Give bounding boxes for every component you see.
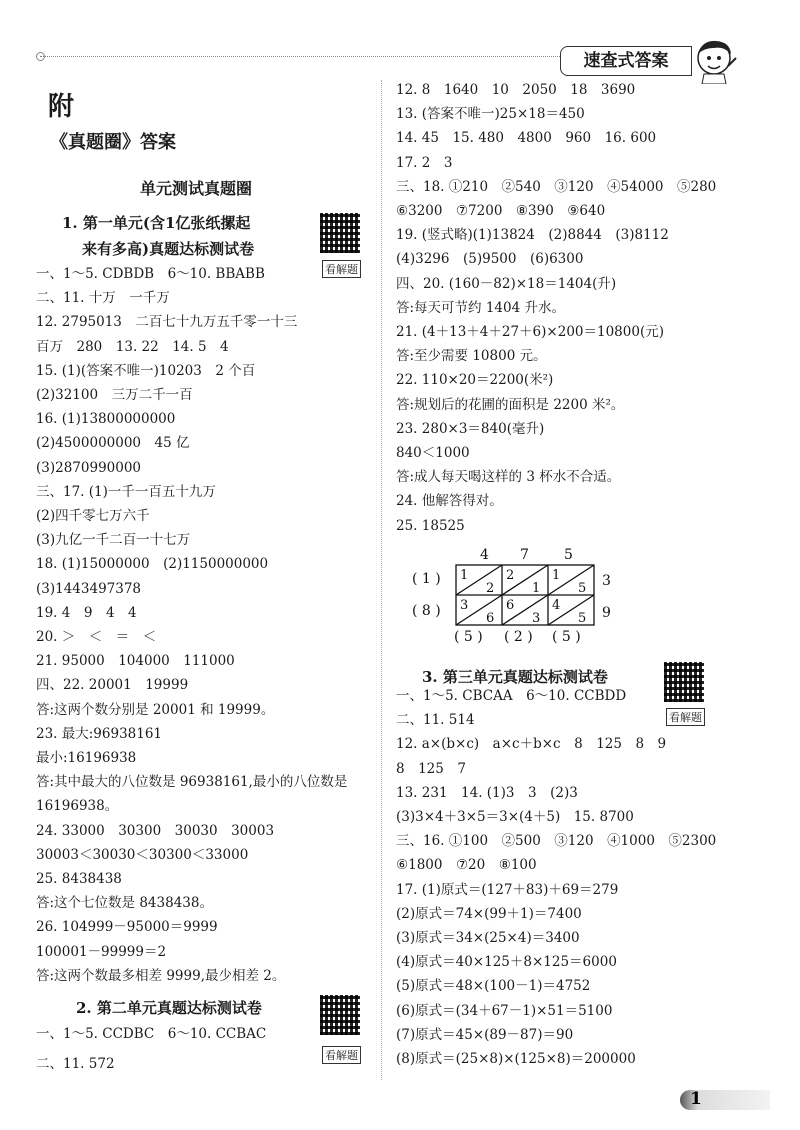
answer-line: 答:这个七位数是 8438438。 [36,895,213,912]
page-number-tab [680,1090,770,1110]
qr-label: 看解题 [666,708,705,726]
grid-cell: 3 [532,611,541,626]
answer-line: 30003＜30030＜30300＜33000 [36,846,249,863]
answer-line: 16196938。 [36,798,119,815]
grid-cell: 1 [532,581,541,596]
qr-code-icon[interactable] [320,213,360,253]
answer-line: 26. 104999－95000＝9999 [36,919,218,936]
answer-line: 22. 110×20＝2200(米²) [396,372,554,389]
qr-label: 看解题 [322,260,361,278]
answer-line: (3)1443497378 [36,580,142,597]
answer-line: 百万 280 13. 22 14. 5 4 [36,338,229,355]
unit2-line: 二、11. 572 [36,1056,115,1072]
answer-line: 13. 231 14. (1)3 3 (2)3 [396,784,578,801]
column-divider [381,80,382,1080]
answer-line: 四、20. (160－82)×18＝1404(升) [396,275,617,292]
answer-line: 一、1～5. CBCAA 6～10. CCBDD [396,688,627,704]
grid-cell: 3 [460,598,469,613]
answer-line: (2)32100 三万二千一百 [36,387,193,403]
answer-line: 一、1～5. CDBDB 6～10. BBABB [36,266,265,282]
page-number: 1 [690,1089,702,1109]
grid-cell: 5 [578,581,587,596]
grid-left-digit: ( 8 ) [412,603,441,619]
answer-line: 17. (1)原式＝(127＋83)＋69＝279 [396,881,619,898]
answer-line: 13. (答案不唯一)25×18＝450 [396,106,585,123]
answer-line: 答:规划后的花圃的面积是 2200 米²。 [396,396,625,413]
grid-bottom-digit: ( 5 ) [552,629,581,645]
answer-line: 12. a×(b×c) a×c＋b×c 8 125 8 9 [396,736,667,753]
appendix-title: 附 [48,92,75,122]
answer-line: (4)原式＝40×125＋8×125＝6000 [396,954,617,971]
grid-right-digit: 3 [602,573,611,589]
answer-line: (2)4500000000 45 亿 [36,435,190,452]
answer-line: 四、22. 20001 19999 [36,677,189,694]
answer-line: 19. 4 9 4 4 [36,604,137,621]
answers-subtitle: 《真题圈》答案 [50,132,176,153]
answer-line: (3)2870990000 [36,459,142,476]
answer-line: (3)九亿一千二百一十七万 [36,532,191,549]
answer-line: 答:成人每天喝这样的 3 杯水不合适。 [396,469,621,486]
grid-right-digit: 9 [602,605,611,621]
answer-line: 三、17. (1)一千一百五十九万 [36,483,216,500]
grid-left-digit: ( 1 ) [412,571,441,587]
grid-cell: 2 [506,568,515,583]
grid-bottom-digit: ( 5 ) [454,629,483,645]
answer-line: 16. (1)13800000000 [36,411,176,428]
answer-line: 21. (4＋13＋4＋27＋6)×200＝10800(元) [396,324,664,340]
answer-line: 14. 45 15. 480 4800 960 16. 600 [396,130,657,147]
answer-line: 答:这两个数最多相差 9999,最少相差 2。 [36,967,286,984]
grid-top-digit: 7 [520,547,529,563]
answer-line: 12. 8 1640 10 2050 18 3690 [396,82,636,98]
answer-line: 100001－99999＝2 [36,943,167,960]
multiplication-grid [412,545,622,655]
grid-top-digit: 5 [564,547,573,563]
answer-line: 三、16. ①100 ②500 ③120 ④1000 ⑤2300 [396,833,717,850]
answer-line: ⑥3200 ⑦7200 ⑧390 ⑨640 [396,203,606,219]
grid-cell: 1 [460,568,469,583]
header-rule [40,56,560,57]
answer-line: 17. 2 3 [396,154,453,171]
answer-line: (7)原式＝45×(89－87)＝90 [396,1026,574,1043]
answer-line: 25. 8438438 [36,871,122,887]
unit3-title: 3. 第三单元真题达标测试卷 [422,668,608,686]
answer-line: 8 125 7 [396,760,466,777]
grid-top-digit: 4 [480,547,489,563]
answer-line: 24. 33000 30300 30030 30003 [36,822,275,839]
grid-cell: 1 [552,568,561,583]
grid-bottom-digit: ( 2 ) [504,629,533,645]
answer-line: 18. (1)15000000 (2)1150000000 [36,556,269,573]
answer-line: (2)原式＝74×(99＋1)＝7400 [396,905,582,922]
answer-line: (6)原式＝(34＋67－1)×51＝5100 [396,1002,613,1019]
qr-code-icon[interactable] [664,662,704,702]
answer-line: 19. (竖式略)(1)13824 (2)8844 (3)8112 [396,227,669,244]
answer-line: 20. ＞ ＜ ＝ ＜ [36,629,157,645]
unit1-title: 1. 第一单元(含1亿张纸摞起 [62,214,251,232]
answer-line: (3)3×4＋3×5＝3×(4＋5) 15. 8700 [396,809,634,825]
answer-line: 答:这两个数分别是 20001 和 19999。 [36,701,275,718]
qr-code-icon[interactable] [320,995,360,1035]
answer-line: 23. 280×3＝840(毫升) [396,420,545,437]
section-heading: 单元测试真题圈 [140,179,253,198]
answer-line: 12. 2795013 二百七十九万五千零一十三 [36,314,298,331]
answer-line: 25. 18525 [396,517,465,534]
answer-line: 21. 95000 104000 111000 [36,653,235,670]
unit1-title: 来有多高)真题达标测试卷 [82,240,255,258]
answer-line: 15. (1)(答案不唯一)10203 2 个百 [36,362,256,379]
header-tab: 速查式答案 [560,46,692,76]
answer-line: 23. 最大:96938161 [36,725,163,742]
grid-cell: 5 [578,611,587,626]
mascot-icon [690,36,740,84]
answer-line: (8)原式＝(25×8)×(125×8)＝200000 [396,1051,636,1067]
answer-line: 最小:16196938 [36,750,137,766]
answer-line: 二、11. 十万 一千万 [36,290,170,307]
grid-cell: 6 [486,611,495,626]
answer-line: 24. 他解答得对。 [396,493,503,510]
answer-line: 840＜1000 [396,445,470,461]
answer-line: 答:每天可节约 1404 升水。 [396,299,565,316]
answer-line: (2)四千零七万六千 [36,508,150,524]
answer-line: 二、11. 514 [396,712,475,729]
answer-line: 三、18. ①210 ②540 ③120 ④54000 ⑤280 [396,178,717,195]
answer-line: (3)原式＝34×(25×4)＝3400 [396,930,580,946]
grid-cell: 6 [506,598,515,613]
answer-line: ⑥1800 ⑦20 ⑧100 [396,857,537,874]
answer-line: (4)3296 (5)9500 (6)6300 [396,251,584,268]
grid-cell: 4 [552,598,561,613]
answer-line: 答:至少需要 10800 元。 [396,348,547,365]
unit2-title: 2. 第二单元真题达标测试卷 [76,999,262,1017]
answer-line: 答:其中最大的八位数是 96938161,最小的八位数是 [36,774,348,791]
grid-cell: 2 [486,581,495,596]
qr-label: 看解题 [322,1046,361,1064]
unit2-line: 一、1～5. CCDBC 6～10. CCBAC [36,1026,267,1042]
answer-line: (5)原式＝48×(100－1)＝4752 [396,978,591,995]
